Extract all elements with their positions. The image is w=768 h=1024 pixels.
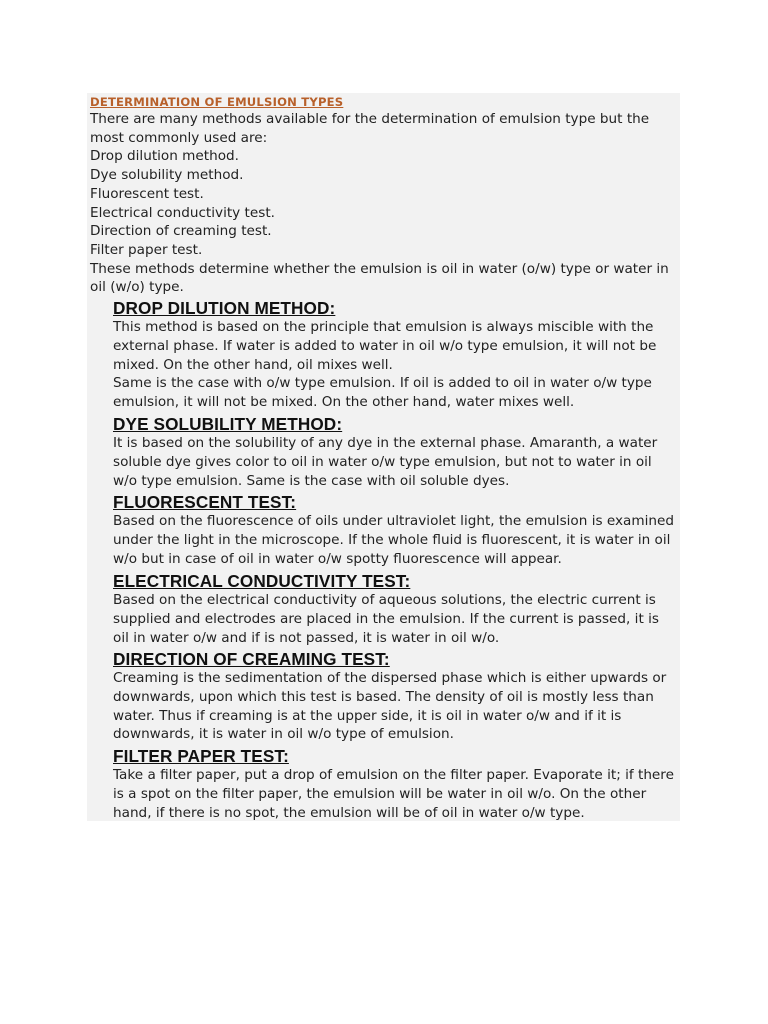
- section-heading: DIRECTION OF CREAMING TEST:: [113, 649, 390, 669]
- section-filter-paper-test: [113, 746, 675, 822]
- method-list-item: Direction of creaming test.: [90, 223, 272, 240]
- section-body: [113, 318, 675, 412]
- section-paragraph: It is based on the solubility of any dye in the external phase. Amaranth, a water soluble dye gives color to oil in water o/w type emulsion, but not to water in oil w/o type emulsion. Same is the case with oil soluble dyes.: [113, 435, 658, 489]
- method-list-item: Filter paper test.: [90, 241, 203, 258]
- section-heading: FILTER PAPER TEST:: [113, 746, 289, 766]
- section-paragraph: Creaming is the sedimentation of the dispersed phase which is either upwards or downwards, upon which this test is based. The density of oil is mostly less than water. Thus if creaming is at the upper side, it is oil in water o/w and if it is downwards, it is water in oil w/o type of emulsion.: [113, 670, 667, 743]
- section-body: [113, 669, 675, 744]
- section-heading: FLUORESCENT TEST:: [113, 492, 297, 512]
- method-list-item: Drop dilution method.: [90, 148, 240, 165]
- section-body: [113, 591, 675, 647]
- method-list-item: Fluorescent test.: [90, 185, 204, 202]
- section-drop-dilution: [113, 298, 675, 412]
- section-body: [113, 512, 675, 568]
- intro-paragraph: There are many methods available for the determination of emulsion type but the most commonly used are:: [90, 111, 650, 146]
- section-fluorescent-test: [113, 492, 675, 568]
- section-paragraph: Based on the fluorescence of oils under ultraviolet light, the emulsion is examined under the light in the microscope. If the whole fluid is fluorescent, it is water in oil w/o but in case of oil in water o/w spotty fluorescence will appear.: [113, 513, 674, 567]
- method-list-item: Electrical conductivity test.: [90, 204, 275, 221]
- section-body: [113, 766, 675, 822]
- section-heading: DROP DILUTION METHOD:: [113, 298, 336, 318]
- section-electrical-conductivity: [113, 571, 675, 647]
- document-title: DETERMINATION OF EMULSION TYPES: [90, 95, 344, 109]
- section-heading: ELECTRICAL CONDUCTIVITY TEST:: [113, 571, 411, 591]
- section-body: [113, 434, 675, 490]
- section-paragraph: This method is based on the principle that emulsion is always miscible with the external phase. If water is added to water in oil w/o type emulsion, it will not be mixed. On the other hand, oil mixes well.: [113, 319, 657, 373]
- section-heading: DYE SOLUBILITY METHOD:: [113, 414, 343, 434]
- section-paragraph: Take a filter paper, put a drop of emulsion on the filter paper. Evaporate it; if there is a spot on the filter paper, the emulsion will be water in oil w/o. On the other hand, if there is no spot, the emulsion will be of oil in water o/w type.: [113, 767, 674, 821]
- section-paragraph: Based on the electrical conductivity of aqueous solutions, the electric current is supplied and electrodes are placed in the emulsion. If the current is passed, it is oil in water o/w and if is not passed, it is water in oil w/o.: [113, 592, 659, 646]
- intro-summary: These methods determine whether the emulsion is oil in water (o/w) type or water in oil (w/o) type.: [90, 260, 669, 296]
- method-list-item: Dye solubility method.: [90, 167, 244, 184]
- intro-block: [90, 94, 678, 297]
- section-paragraph: Same is the case with o/w type emulsion. If oil is added to oil in water o/w type emulsion, it will not be mixed. On the other hand, water mixes well.: [113, 375, 652, 411]
- section-dye-solubility: [113, 414, 675, 490]
- section-direction-of-creaming: [113, 649, 675, 744]
